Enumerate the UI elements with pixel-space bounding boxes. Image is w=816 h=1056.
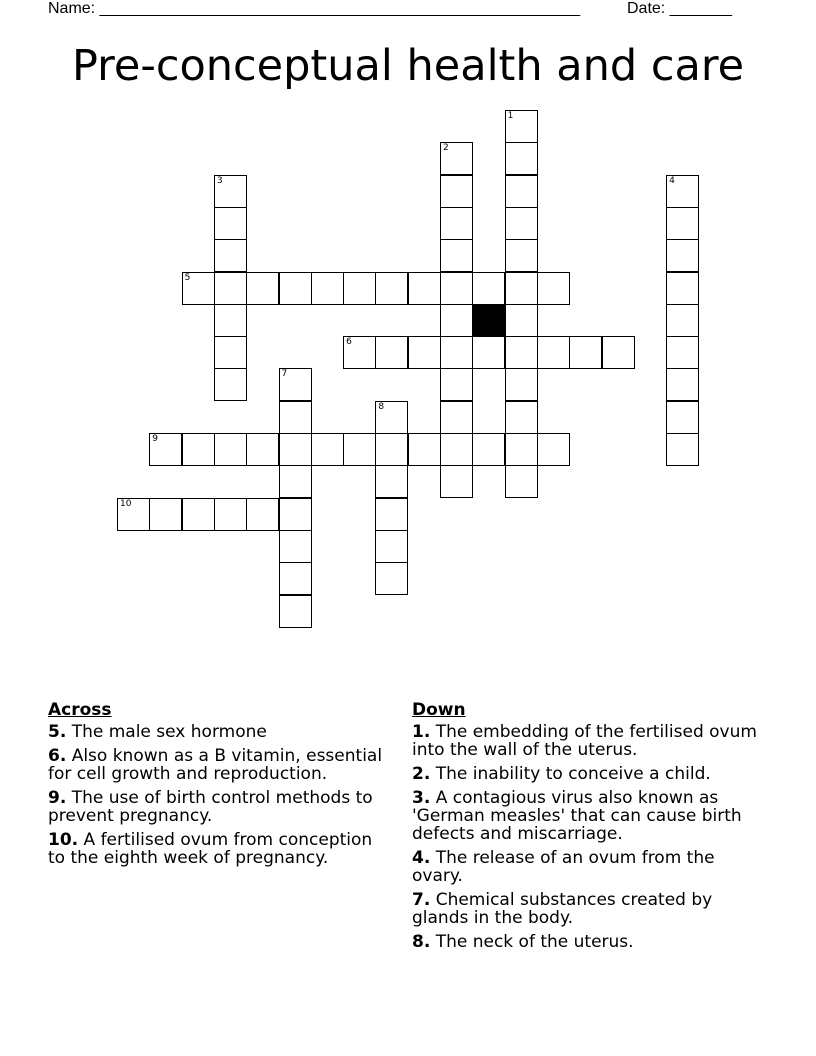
clue-number: 10. bbox=[48, 830, 79, 850]
grid-cell[interactable] bbox=[505, 272, 538, 305]
grid-cell[interactable] bbox=[440, 304, 473, 337]
cell-number: 8 bbox=[378, 401, 385, 412]
clue-number: 4. bbox=[412, 848, 431, 868]
cell-number: 6 bbox=[346, 337, 352, 348]
grid-cell[interactable] bbox=[279, 272, 312, 305]
grid-cell[interactable] bbox=[279, 401, 312, 434]
grid-cell[interactable] bbox=[375, 562, 408, 595]
grid-block-cell bbox=[472, 304, 505, 337]
grid-cell[interactable] bbox=[408, 433, 441, 466]
grid-cell[interactable] bbox=[505, 433, 538, 466]
grid-cell[interactable] bbox=[311, 433, 344, 466]
grid-cell[interactable] bbox=[666, 304, 699, 337]
cell-number: 9 bbox=[152, 434, 159, 444]
grid-cell[interactable] bbox=[505, 239, 538, 272]
clue-down-7 bbox=[412, 891, 757, 927]
grid-cell[interactable] bbox=[440, 465, 473, 498]
clue-number: 9. bbox=[48, 788, 67, 808]
grid-cell[interactable] bbox=[375, 401, 408, 434]
grid-cell[interactable] bbox=[666, 175, 699, 208]
grid-cell[interactable] bbox=[214, 207, 247, 240]
clue-text: The embedding of the fertilised ovum into the wall of the uterus. bbox=[412, 722, 757, 760]
grid-cell[interactable] bbox=[440, 336, 473, 369]
grid-cell[interactable] bbox=[375, 498, 408, 531]
grid-cell[interactable] bbox=[505, 110, 538, 143]
page-title: Pre-conceptual health and care bbox=[71, 41, 745, 91]
grid-cell[interactable] bbox=[505, 175, 538, 208]
grid-cell[interactable] bbox=[149, 433, 182, 466]
grid-cell[interactable] bbox=[246, 498, 279, 531]
grid-cell[interactable] bbox=[505, 207, 538, 240]
clue-number: 2. bbox=[412, 764, 431, 784]
grid-cell[interactable] bbox=[472, 272, 505, 305]
grid-cell[interactable] bbox=[375, 465, 408, 498]
name-field-label[interactable]: Name: ______________________________________________________ bbox=[48, 0, 581, 17]
grid-cell[interactable] bbox=[214, 304, 247, 337]
grid-cell[interactable] bbox=[408, 272, 441, 305]
grid-cell[interactable] bbox=[279, 465, 312, 498]
grid-cell[interactable] bbox=[408, 336, 441, 369]
grid-cell[interactable] bbox=[182, 498, 215, 531]
cell-number: 2 bbox=[443, 143, 449, 154]
grid-cell[interactable] bbox=[311, 272, 344, 305]
grid-cell[interactable] bbox=[279, 530, 312, 563]
cell-number: 1 bbox=[507, 111, 514, 121]
grid-cell[interactable] bbox=[246, 272, 279, 305]
grid-cell[interactable] bbox=[666, 433, 699, 466]
cell-number: 4 bbox=[669, 175, 675, 186]
grid-cell[interactable] bbox=[375, 272, 408, 305]
grid-cell[interactable] bbox=[537, 336, 570, 369]
date-field-label[interactable]: Date: _______ bbox=[627, 0, 732, 17]
clue-down-4 bbox=[412, 849, 757, 885]
clue-across-5 bbox=[48, 723, 393, 741]
grid-cell[interactable] bbox=[537, 433, 570, 466]
grid-cell[interactable] bbox=[246, 433, 279, 466]
grid-cell[interactable] bbox=[214, 368, 247, 401]
grid-cell[interactable] bbox=[343, 433, 376, 466]
clue-text: The use of birth control methods to prevent pregnancy. bbox=[48, 788, 373, 826]
clue-text: A contagious virus also known as 'German measles' that can cause birth defects and miscarriage. bbox=[412, 788, 742, 844]
grid-cell[interactable] bbox=[214, 336, 247, 369]
clue-across-10 bbox=[48, 831, 393, 867]
down-clues bbox=[412, 701, 757, 957]
grid-cell[interactable] bbox=[505, 142, 538, 175]
grid-cell[interactable] bbox=[182, 433, 215, 466]
grid-cell[interactable] bbox=[666, 401, 699, 434]
grid-cell[interactable] bbox=[505, 336, 538, 369]
clue-down-2 bbox=[412, 765, 757, 783]
grid-cell[interactable] bbox=[279, 498, 312, 531]
grid-cell[interactable] bbox=[375, 433, 408, 466]
clue-down-3 bbox=[412, 789, 757, 843]
grid-cell[interactable] bbox=[666, 207, 699, 240]
grid-cell[interactable] bbox=[602, 336, 635, 369]
across-heading: Across bbox=[48, 700, 112, 720]
cell-number: 7 bbox=[281, 369, 288, 380]
grid-cell[interactable] bbox=[569, 336, 602, 369]
grid-cell[interactable] bbox=[343, 336, 376, 369]
grid-cell[interactable] bbox=[440, 272, 473, 305]
grid-cell[interactable] bbox=[440, 368, 473, 401]
clue-number: 7. bbox=[412, 890, 431, 910]
clue-down-8 bbox=[412, 933, 757, 951]
clue-across-6 bbox=[48, 747, 393, 783]
grid-cell[interactable] bbox=[375, 530, 408, 563]
grid-cell[interactable] bbox=[279, 368, 312, 401]
grid-cell[interactable] bbox=[537, 272, 570, 305]
grid-cell[interactable] bbox=[117, 498, 150, 531]
cell-number: 5 bbox=[184, 272, 191, 283]
clue-number: 3. bbox=[412, 788, 431, 808]
grid-cell[interactable] bbox=[440, 433, 473, 466]
down-heading: Down bbox=[412, 700, 466, 720]
grid-cell[interactable] bbox=[214, 239, 247, 272]
grid-cell[interactable] bbox=[279, 562, 312, 595]
clue-text: The neck of the uterus. bbox=[435, 932, 634, 952]
grid-cell[interactable] bbox=[666, 272, 699, 305]
grid-cell[interactable] bbox=[440, 401, 473, 434]
grid-cell[interactable] bbox=[149, 498, 182, 531]
cell-number: 10 bbox=[120, 498, 132, 509]
grid-cell[interactable] bbox=[279, 433, 312, 466]
grid-cell[interactable] bbox=[666, 239, 699, 272]
grid-cell[interactable] bbox=[440, 175, 473, 208]
clue-number: 1. bbox=[412, 722, 431, 742]
clue-text: The male sex hormone bbox=[71, 722, 267, 742]
grid-cell[interactable] bbox=[214, 272, 247, 305]
clue-text: The release of an ovum from the ovary. bbox=[412, 848, 715, 886]
clue-text: A fertilised ovum from conception to the eighth week of pregnancy. bbox=[48, 830, 373, 868]
clue-across-9 bbox=[48, 789, 393, 825]
grid-cell[interactable] bbox=[279, 595, 312, 628]
clue-text: Also known as a B vitamin, essential for cell growth and reproduction. bbox=[48, 746, 383, 784]
grid-cell[interactable] bbox=[666, 336, 699, 369]
across-clues bbox=[48, 701, 393, 873]
clue-number: 8. bbox=[412, 932, 431, 952]
grid-cell[interactable] bbox=[343, 272, 376, 305]
clue-text: The inability to conceive a child. bbox=[435, 764, 711, 784]
clue-number: 6. bbox=[48, 746, 67, 766]
grid-cell[interactable] bbox=[214, 498, 247, 531]
grid-cell[interactable] bbox=[505, 401, 538, 434]
grid-cell[interactable] bbox=[505, 465, 538, 498]
grid-cell[interactable] bbox=[505, 368, 538, 401]
grid-cell[interactable] bbox=[440, 207, 473, 240]
cell-number: 3 bbox=[216, 175, 223, 186]
grid-cell[interactable] bbox=[214, 175, 247, 208]
grid-cell[interactable] bbox=[666, 368, 699, 401]
grid-cell[interactable] bbox=[472, 433, 505, 466]
grid-cell[interactable] bbox=[214, 433, 247, 466]
grid-cell[interactable] bbox=[472, 336, 505, 369]
clue-number: 5. bbox=[48, 722, 67, 742]
clue-down-1 bbox=[412, 723, 757, 759]
grid-cell[interactable] bbox=[375, 336, 408, 369]
grid-cell[interactable] bbox=[182, 272, 215, 305]
clue-text: Chemical substances created by glands in the body. bbox=[412, 890, 713, 928]
grid-cell[interactable] bbox=[505, 304, 538, 337]
grid-cell[interactable] bbox=[440, 239, 473, 272]
grid-cell[interactable] bbox=[440, 142, 473, 175]
